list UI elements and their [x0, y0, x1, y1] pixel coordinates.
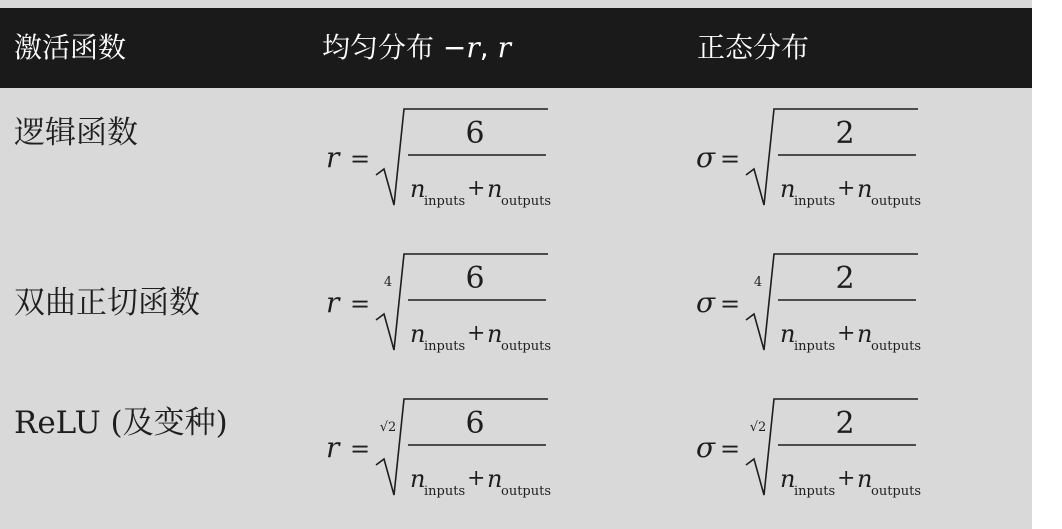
formula-equals: = [720, 435, 741, 463]
row-label-relu: ReLU (及变种) [14, 405, 228, 441]
radical-sign [376, 109, 548, 205]
formula-equals: = [350, 290, 371, 318]
subscript-inputs: inputs [794, 484, 836, 499]
subscript-inputs: inputs [424, 194, 466, 209]
header-activation: 激活函数 [14, 31, 127, 64]
header-uniform-sep: , [479, 31, 498, 64]
n-outputs: n [857, 465, 873, 493]
root-index: 4 [383, 275, 393, 290]
formula-normal-tanh [690, 250, 1010, 360]
radical-sign [746, 109, 918, 205]
formula-uniform-tanh [320, 250, 640, 360]
numerator: 2 [835, 261, 855, 296]
formula-lhs: σ [696, 286, 716, 319]
header-normal: 正态分布 [697, 31, 810, 64]
header-uniform-prefix: 均匀分布 − [322, 31, 467, 64]
radical-sign [746, 254, 918, 350]
root-index: 4 [753, 275, 763, 290]
numerator: 6 [465, 406, 485, 441]
subscript-outputs: outputs [501, 339, 552, 354]
subscript-inputs: inputs [794, 339, 836, 354]
header-uniform [322, 8, 511, 88]
subscript-inputs: inputs [424, 339, 466, 354]
n-outputs: n [487, 465, 503, 493]
n-inputs: n [410, 320, 426, 348]
subscript-inputs: inputs [794, 194, 836, 209]
formula-lhs: r [326, 141, 340, 174]
formula-normal-logistic-svg [690, 105, 1010, 215]
n-inputs: n [410, 175, 426, 203]
table-header [0, 8, 1032, 88]
subscript-inputs: inputs [424, 484, 466, 499]
formula-uniform-relu-svg [320, 395, 640, 505]
formula-normal-relu-svg [690, 395, 1010, 505]
formula-equals: = [720, 290, 741, 318]
formula-uniform-logistic-svg [320, 105, 640, 215]
n-outputs: n [487, 320, 503, 348]
plus-sign: + [837, 321, 856, 346]
formula-uniform-relu [320, 395, 640, 505]
subscript-outputs: outputs [501, 194, 552, 209]
radical-sign [746, 399, 918, 495]
plus-sign: + [467, 321, 486, 346]
formula-normal-relu [690, 395, 1010, 505]
plus-sign: + [837, 466, 856, 491]
row-label-logistic: 逻辑函数 [14, 115, 138, 151]
numerator: 2 [835, 116, 855, 151]
plus-sign: + [467, 466, 486, 491]
radical-sign [376, 399, 548, 495]
n-inputs: n [780, 175, 796, 203]
n-inputs: n [780, 320, 796, 348]
root-index: √2 [379, 420, 397, 435]
subscript-outputs: outputs [501, 484, 552, 499]
formula-normal-logistic [690, 105, 1010, 215]
root-index: √2 [749, 420, 767, 435]
formula-lhs: σ [696, 141, 716, 174]
n-inputs: n [780, 465, 796, 493]
formula-lhs: r [326, 286, 340, 319]
n-outputs: n [857, 175, 873, 203]
plus-sign: + [837, 176, 856, 201]
subscript-outputs: outputs [871, 484, 922, 499]
numerator: 6 [465, 261, 485, 296]
subscript-outputs: outputs [871, 194, 922, 209]
header-uniform-r2: r [497, 31, 511, 64]
numerator: 2 [835, 406, 855, 441]
formula-uniform-logistic [320, 105, 640, 215]
formula-uniform-tanh-svg [320, 250, 640, 360]
row-label-tanh: 双曲正切函数 [14, 285, 200, 321]
n-inputs: n [410, 465, 426, 493]
formula-equals: = [350, 435, 371, 463]
n-outputs: n [487, 175, 503, 203]
plus-sign: + [467, 176, 486, 201]
formula-normal-tanh-svg [690, 250, 1010, 360]
header-uniform-r1: r [466, 31, 480, 64]
n-outputs: n [857, 320, 873, 348]
subscript-outputs: outputs [871, 339, 922, 354]
radical-sign [376, 254, 548, 350]
numerator: 6 [465, 116, 485, 151]
formula-lhs: σ [696, 431, 716, 464]
formula-equals: = [720, 145, 741, 173]
formula-equals: = [350, 145, 371, 173]
formula-lhs: r [326, 431, 340, 464]
